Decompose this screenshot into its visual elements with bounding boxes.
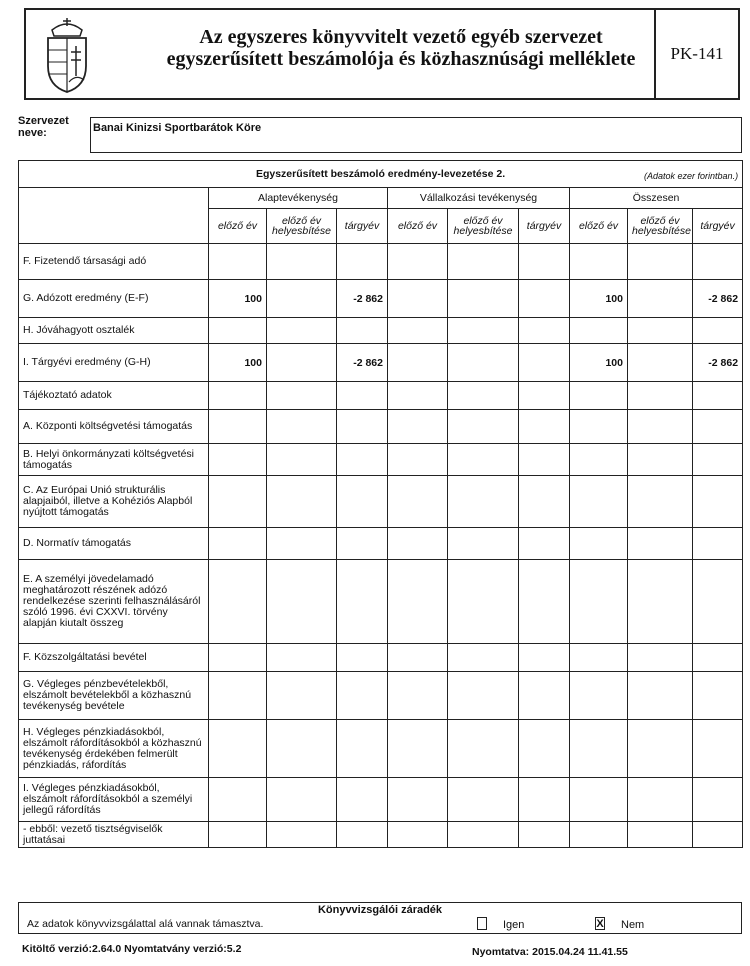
table-row — [19, 344, 743, 382]
value-cell[interactable] — [628, 280, 693, 318]
value-cell[interactable] — [519, 318, 570, 344]
value-cell[interactable] — [570, 410, 628, 444]
table-row — [19, 318, 743, 344]
value-cell[interactable] — [209, 444, 267, 476]
value-cell[interactable] — [519, 382, 570, 410]
value-cell[interactable] — [267, 528, 337, 560]
value-cell[interactable] — [693, 410, 743, 444]
value-cell[interactable]: -2 862 — [337, 280, 388, 318]
value-cell[interactable] — [519, 344, 570, 382]
row-label: D. Normatív támogatás — [19, 528, 209, 560]
row-label: F. Közszolgáltatási bevétel — [19, 644, 209, 672]
value-cell[interactable] — [628, 644, 693, 672]
audit-clause — [18, 902, 742, 934]
value-cell[interactable] — [388, 644, 448, 672]
blank-header-cell — [19, 188, 209, 244]
no-checkbox[interactable]: X — [596, 918, 604, 930]
value-cell[interactable] — [448, 778, 519, 822]
value-cell[interactable] — [209, 318, 267, 344]
table-row — [19, 410, 743, 444]
row-label: H. Végleges pénzkiadásokból, elszámolt ráfordításokból a közhasznú tevékenység érdekében felmerült pénzkiadás, ráfordítás — [19, 720, 209, 778]
result-table — [18, 160, 743, 848]
value-cell[interactable] — [209, 528, 267, 560]
sub-header: tárgyév — [519, 209, 570, 244]
value-cell[interactable] — [628, 778, 693, 822]
group-header: Alaptevékenység — [209, 188, 388, 209]
value-cell[interactable] — [693, 244, 743, 280]
audit-title: Könyvvizsgálói záradék — [317, 904, 443, 916]
value-cell[interactable] — [448, 344, 519, 382]
value-cell[interactable] — [267, 280, 337, 318]
value-cell[interactable] — [267, 444, 337, 476]
value-cell[interactable] — [570, 672, 628, 720]
table-row — [19, 444, 743, 476]
value-cell[interactable] — [337, 410, 388, 444]
value-cell[interactable] — [570, 720, 628, 778]
value-cell[interactable] — [209, 644, 267, 672]
audit-question: Az adatok könyvvizsgálattal alá vannak támasztva. — [27, 918, 264, 930]
value-cell[interactable] — [267, 318, 337, 344]
value-cell[interactable] — [570, 560, 628, 644]
value-cell[interactable] — [337, 778, 388, 822]
value-cell[interactable] — [693, 720, 743, 778]
value-cell[interactable] — [448, 410, 519, 444]
value-cell[interactable] — [267, 410, 337, 444]
sub-header: előző év — [209, 209, 267, 244]
yes-checkbox[interactable] — [477, 917, 487, 930]
value-cell[interactable] — [628, 382, 693, 410]
group-header: Összesen — [570, 188, 743, 209]
value-cell[interactable] — [337, 318, 388, 344]
value-cell[interactable] — [448, 720, 519, 778]
value-cell[interactable] — [388, 410, 448, 444]
sub-header: előző év helyesbítése — [267, 209, 337, 244]
sub-header: előző év helyesbítése — [628, 209, 693, 244]
row-label: H. Jóváhagyott osztalék — [19, 318, 209, 344]
value-cell[interactable] — [388, 672, 448, 720]
unit-note: (Adatok ezer forintban.) — [644, 171, 739, 181]
value-cell[interactable] — [337, 528, 388, 560]
table-row — [19, 528, 743, 560]
value-cell[interactable] — [628, 672, 693, 720]
value-cell[interactable] — [570, 382, 628, 410]
value-cell[interactable] — [448, 476, 519, 528]
table-row — [19, 280, 743, 318]
value-cell[interactable] — [519, 778, 570, 822]
table-row — [19, 720, 743, 778]
value-cell[interactable] — [388, 822, 448, 848]
value-cell[interactable] — [448, 644, 519, 672]
group-header: Vállalkozási tevékenység — [388, 188, 570, 209]
row-label: - ebből: vezető tisztségviselők juttatásai — [19, 822, 209, 848]
value-cell[interactable] — [570, 778, 628, 822]
sub-header: előző év — [570, 209, 628, 244]
value-cell[interactable] — [388, 778, 448, 822]
value-cell[interactable] — [448, 822, 519, 848]
value-cell[interactable] — [337, 444, 388, 476]
value-cell[interactable]: 100 — [209, 344, 267, 382]
value-cell[interactable] — [628, 822, 693, 848]
value-cell[interactable]: 100 — [209, 280, 267, 318]
value-cell[interactable] — [570, 244, 628, 280]
value-cell[interactable] — [209, 672, 267, 720]
value-cell[interactable] — [337, 476, 388, 528]
value-cell[interactable]: 100 — [570, 280, 628, 318]
value-cell[interactable] — [519, 280, 570, 318]
value-cell[interactable] — [519, 528, 570, 560]
org-name-field[interactable]: Banai Kinizsi Sportbarátok Köre — [90, 117, 742, 153]
value-cell[interactable] — [448, 318, 519, 344]
value-cell[interactable] — [693, 476, 743, 528]
value-cell[interactable] — [388, 444, 448, 476]
value-cell[interactable] — [388, 318, 448, 344]
row-label: C. Az Európai Unió strukturális alapjaiból, illetve a Kohéziós Alapból nyújtott támogatás — [19, 476, 209, 528]
value-cell[interactable] — [693, 382, 743, 410]
table-row — [19, 560, 743, 644]
value-cell[interactable] — [693, 444, 743, 476]
yes-label: Igen — [503, 919, 525, 931]
value-cell[interactable] — [693, 822, 743, 848]
value-cell[interactable] — [267, 244, 337, 280]
no-label: Nem — [621, 919, 645, 931]
row-label: I. Végleges pénzkiadásokból, elszámolt ráfordításokból a személyi jellegű ráfordítás — [19, 778, 209, 822]
table-row — [19, 822, 743, 848]
row-label: E. A személyi jövedelamadó meghatározott részének adózó rendelkezése szerinti felhasználásáról szóló 1996. évi CXXVI. törvény alapján kiutalt összeg — [19, 560, 209, 644]
value-cell[interactable] — [519, 822, 570, 848]
value-cell[interactable] — [209, 778, 267, 822]
row-label: Tájékoztató adatok — [19, 382, 209, 410]
value-cell[interactable] — [337, 672, 388, 720]
value-cell[interactable] — [693, 778, 743, 822]
value-cell[interactable] — [388, 382, 448, 410]
value-cell[interactable] — [519, 644, 570, 672]
row-label: G. Adózott eredmény (E-F) — [19, 280, 209, 318]
value-cell[interactable] — [693, 318, 743, 344]
org-label — [18, 115, 69, 139]
value-cell[interactable] — [628, 528, 693, 560]
row-label: I. Tárgyévi eredmény (G-H) — [19, 344, 209, 382]
value-cell[interactable] — [628, 318, 693, 344]
value-cell[interactable] — [267, 778, 337, 822]
value-cell[interactable] — [267, 672, 337, 720]
value-cell[interactable] — [267, 344, 337, 382]
value-cell[interactable] — [570, 644, 628, 672]
value-cell[interactable] — [209, 410, 267, 444]
value-cell[interactable] — [448, 382, 519, 410]
org-label-line1: Szervezet — [18, 115, 69, 127]
value-cell[interactable] — [628, 720, 693, 778]
value-cell[interactable] — [388, 528, 448, 560]
value-cell[interactable] — [570, 318, 628, 344]
value-cell[interactable] — [209, 560, 267, 644]
row-label: B. Helyi önkormányzati költségvetési támogatás — [19, 444, 209, 476]
table-title: Egyszerűsített beszámoló eredmény-levezetése 2. — [255, 168, 506, 180]
value-cell[interactable] — [337, 720, 388, 778]
value-cell[interactable] — [519, 672, 570, 720]
value-cell[interactable] — [519, 410, 570, 444]
value-cell[interactable] — [267, 644, 337, 672]
value-cell[interactable] — [519, 244, 570, 280]
sub-header: előző év — [388, 209, 448, 244]
sub-header: tárgyév — [337, 209, 388, 244]
value-cell[interactable] — [519, 560, 570, 644]
table-row — [19, 244, 743, 280]
sub-header: tárgyév — [693, 209, 743, 244]
value-cell[interactable] — [628, 444, 693, 476]
value-cell[interactable] — [519, 720, 570, 778]
version-info: Kitöltő verzió:2.64.0 Nyomtatvány verzió:5.2 — [22, 943, 242, 955]
value-cell[interactable] — [209, 822, 267, 848]
value-cell[interactable] — [570, 476, 628, 528]
value-cell[interactable] — [693, 672, 743, 720]
value-cell[interactable] — [519, 444, 570, 476]
form-title — [126, 26, 676, 70]
value-cell[interactable] — [337, 244, 388, 280]
value-cell[interactable] — [693, 560, 743, 644]
value-cell[interactable] — [388, 720, 448, 778]
value-cell[interactable] — [570, 528, 628, 560]
row-label: F. Fizetendő társasági adó — [19, 244, 209, 280]
form-title-line1: Az egyszeres könyvvitelt vezető egyéb szervezet — [199, 26, 603, 48]
value-cell[interactable] — [448, 528, 519, 560]
value-cell[interactable] — [570, 444, 628, 476]
table-row — [19, 644, 743, 672]
value-cell[interactable] — [209, 382, 267, 410]
value-cell[interactable] — [209, 476, 267, 528]
value-cell[interactable] — [448, 560, 519, 644]
value-cell[interactable] — [693, 528, 743, 560]
form-code: PK-141 — [654, 10, 738, 98]
value-cell[interactable] — [337, 822, 388, 848]
value-cell[interactable] — [628, 560, 693, 644]
print-timestamp: Nyomtatva: 2015.04.24 11.41.55 — [472, 946, 628, 958]
value-cell[interactable] — [337, 382, 388, 410]
value-cell[interactable]: -2 862 — [337, 344, 388, 382]
table-title-cell — [19, 161, 743, 188]
value-cell[interactable] — [267, 476, 337, 528]
value-cell[interactable] — [267, 720, 337, 778]
value-cell[interactable] — [209, 720, 267, 778]
table-row — [19, 382, 743, 410]
value-cell[interactable] — [693, 644, 743, 672]
value-cell[interactable] — [388, 244, 448, 280]
value-cell[interactable] — [337, 644, 388, 672]
value-cell[interactable] — [519, 476, 570, 528]
value-cell[interactable]: -2 862 — [693, 280, 743, 318]
value-cell[interactable] — [267, 382, 337, 410]
table-row — [19, 476, 743, 528]
value-cell[interactable] — [388, 344, 448, 382]
row-label: A. Központi költségvetési támogatás — [19, 410, 209, 444]
row-label: G. Végleges pénzbevételekből, elszámolt bevételekből a közhasznú tevékenység bevétele — [19, 672, 209, 720]
value-cell[interactable] — [388, 280, 448, 318]
table-row — [19, 672, 743, 720]
value-cell[interactable] — [628, 410, 693, 444]
org-label-line2: neve: — [18, 127, 47, 139]
table-row — [19, 778, 743, 822]
value-cell[interactable] — [570, 822, 628, 848]
value-cell[interactable] — [628, 476, 693, 528]
value-cell[interactable] — [267, 560, 337, 644]
form-header — [24, 8, 740, 100]
sub-header: előző év helyesbítése — [448, 209, 519, 244]
value-cell[interactable] — [209, 244, 267, 280]
value-cell[interactable] — [628, 244, 693, 280]
value-cell[interactable]: 100 — [570, 344, 628, 382]
value-cell[interactable] — [267, 822, 337, 848]
value-cell[interactable] — [628, 344, 693, 382]
form-title-line2: egyszerűsített beszámolója és közhasznúsági melléklete — [166, 48, 636, 70]
coat-of-arms-icon — [36, 16, 98, 94]
value-cell[interactable] — [388, 476, 448, 528]
value-cell[interactable]: -2 862 — [693, 344, 743, 382]
value-cell[interactable] — [388, 560, 448, 644]
value-cell[interactable] — [448, 672, 519, 720]
value-cell[interactable] — [448, 444, 519, 476]
value-cell[interactable] — [448, 244, 519, 280]
value-cell[interactable] — [448, 280, 519, 318]
value-cell[interactable] — [337, 560, 388, 644]
